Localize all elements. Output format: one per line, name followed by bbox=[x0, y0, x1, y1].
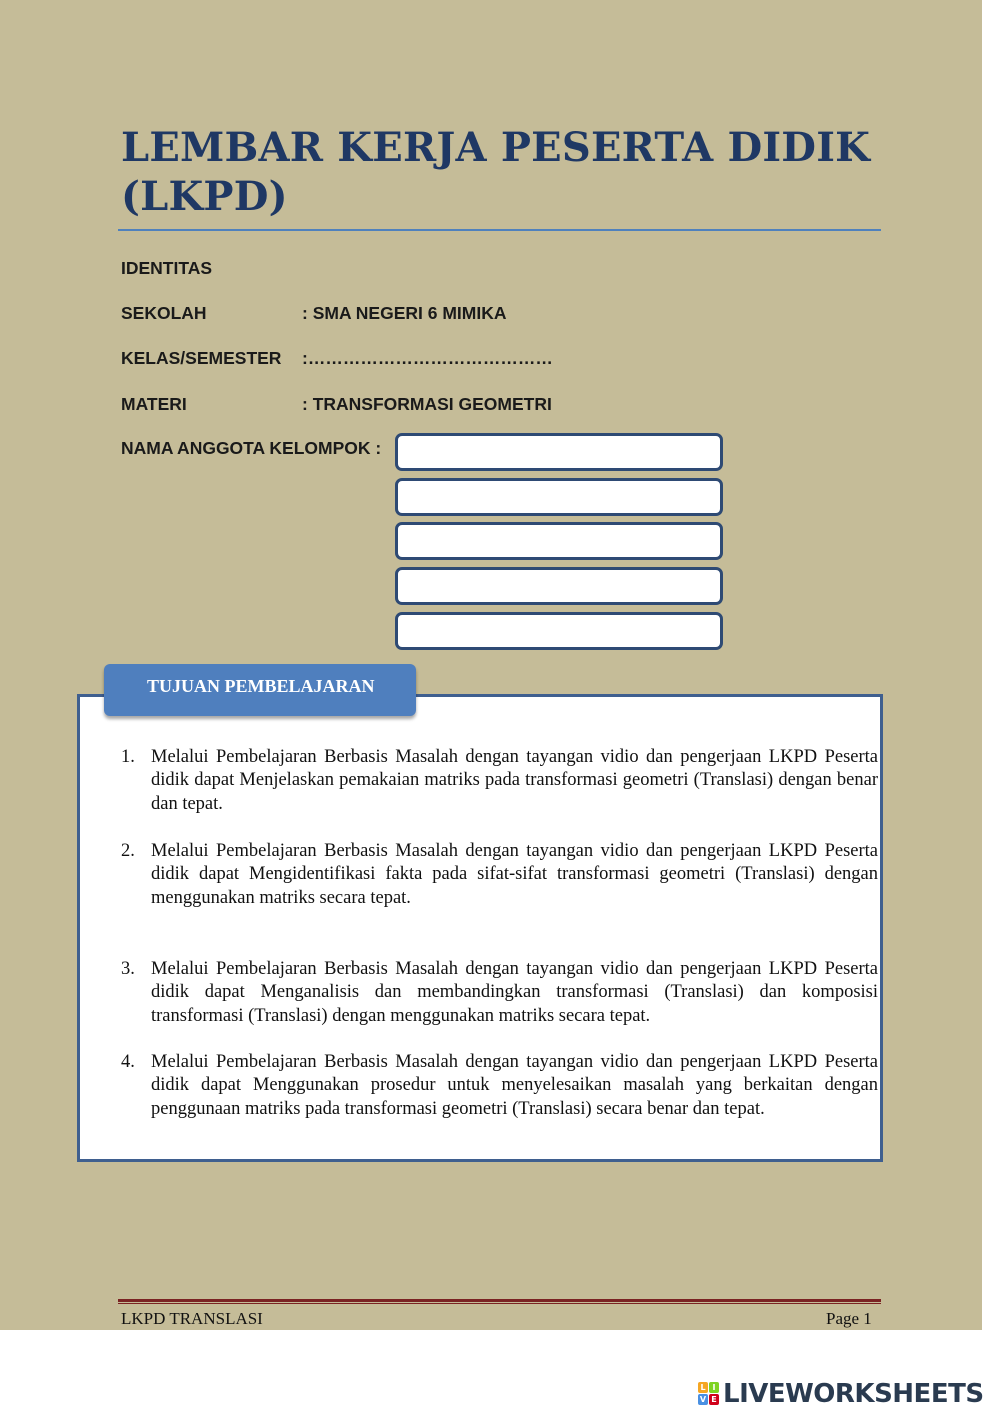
page-title: LEMBAR KERJA PESERTA DIDIK (LKPD) bbox=[121, 124, 871, 220]
title-divider bbox=[118, 229, 881, 231]
school-label: SEKOLAH bbox=[121, 303, 207, 323]
group-member-input-1[interactable] bbox=[395, 433, 723, 471]
learning-goal-item bbox=[121, 958, 878, 1028]
logo-tile: I bbox=[709, 1382, 719, 1393]
material-label: MATERI bbox=[121, 394, 187, 414]
page-edge bbox=[982, 0, 1000, 1330]
footer-divider bbox=[118, 1299, 881, 1302]
logo-tile: L bbox=[698, 1382, 708, 1393]
goal-text: Melalui Pembelajaran Berbasis Masalah dengan tayangan vidio dan pengerjaan LKPD Peserta didik dapat Menggunakan prosedur untuk menyelesaikan masalah yang berkaitan dengan penggunaan matriks pada transformasi geometri (Translasi) secara benar dan tepat. bbox=[151, 1052, 878, 1119]
group-member-input-4[interactable] bbox=[395, 567, 723, 605]
learning-goal-item bbox=[121, 840, 878, 910]
learning-goal-item bbox=[121, 1051, 878, 1121]
goal-number: 2. bbox=[121, 841, 135, 861]
logo-tile: V bbox=[699, 1395, 707, 1404]
goal-number: 4. bbox=[121, 1052, 135, 1072]
liveworksheets-logo-icon bbox=[698, 1382, 720, 1406]
footer-document-name: LKPD TRANSLASI bbox=[121, 1309, 263, 1328]
group-member-input-5[interactable] bbox=[395, 612, 723, 650]
identity-heading: IDENTITAS bbox=[121, 258, 213, 278]
goal-text: Melalui Pembelajaran Berbasis Masalah dengan tayangan vidio dan pengerjaan LKPD Peserta didik dapat Menjelaskan pemakaian matriks pada transformasi geometri (Translasi) dengan benar dan tepat. bbox=[151, 747, 878, 814]
school-value: : SMA NEGERI 6 MIMIKA bbox=[302, 303, 507, 323]
material-value: : TRANSFORMASI GEOMETRI bbox=[302, 394, 552, 414]
group-member-input-3[interactable] bbox=[395, 522, 723, 560]
goal-text: Melalui Pembelajaran Berbasis Masalah dengan tayangan vidio dan pengerjaan LKPD Peserta didik dapat Menganalisis dan membandingkan transformasi (Translasi) dan komposisi transformasi (Translasi) dengan menggunakan matriks secara tepat. bbox=[151, 959, 878, 1026]
liveworksheets-brand bbox=[698, 1378, 984, 1410]
class-semester-value: :…………………………………… bbox=[302, 348, 553, 368]
class-semester-label: KELAS/SEMESTER bbox=[121, 348, 282, 368]
group-members-label: NAMA ANGGOTA KELOMPOK : bbox=[121, 438, 382, 458]
logo-tile: E bbox=[709, 1394, 719, 1405]
goal-text: Melalui Pembelajaran Berbasis Masalah dengan tayangan vidio dan pengerjaan LKPD Peserta didik dapat Mengidentifikasi fakta pada sifat-sifat transformasi geometri (Translasi) dengan menggunakan matriks secara tepat. bbox=[151, 841, 878, 908]
goal-number: 3. bbox=[121, 959, 135, 979]
learning-goals-tab: TUJUAN PEMBELAJARAN bbox=[104, 664, 416, 716]
brand-name: LIVEWORKSHEETS bbox=[723, 1379, 984, 1409]
footer-divider-thin bbox=[118, 1303, 881, 1304]
group-member-input-2[interactable] bbox=[395, 478, 723, 516]
learning-goal-item bbox=[121, 746, 878, 816]
footer-page-number: Page 1 bbox=[826, 1309, 872, 1328]
goal-number: 1. bbox=[121, 747, 135, 767]
